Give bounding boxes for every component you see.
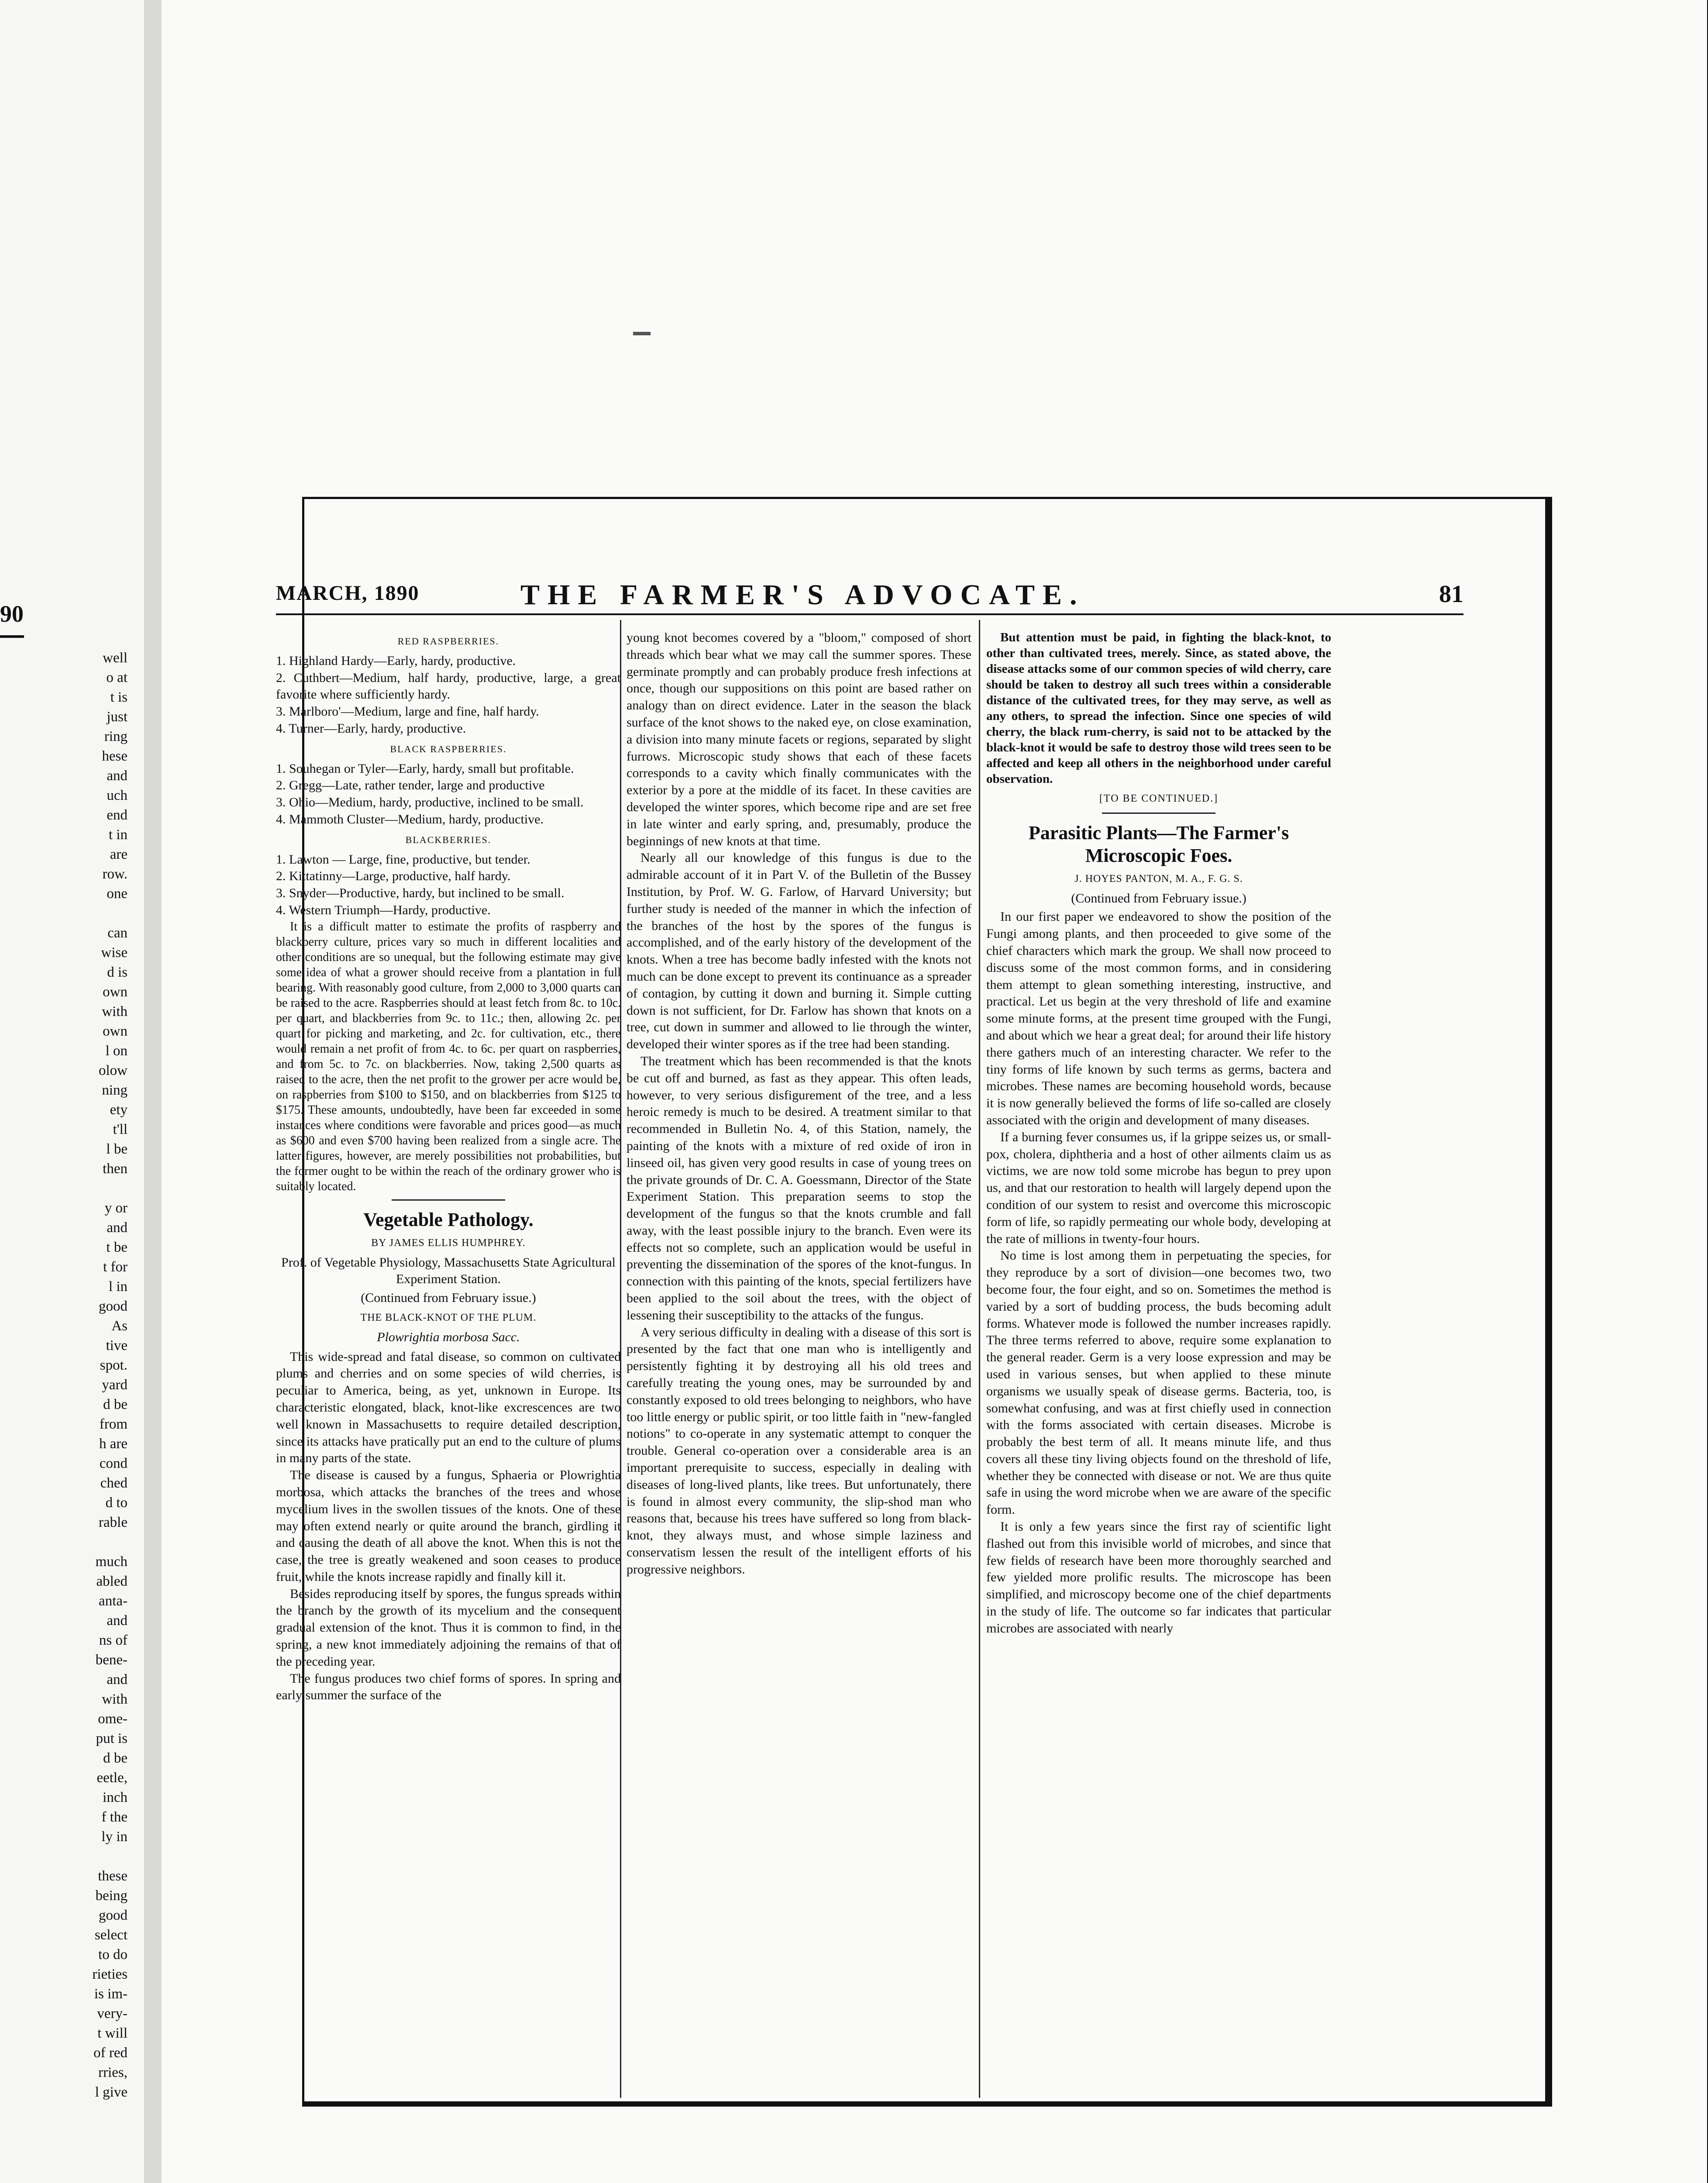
left-page-fragment-line: rable: [99, 1515, 127, 1530]
variety-item: 3. Snyder—Productive, hardy, but inclined to be small.: [276, 886, 565, 901]
left-page-fragment-line: l on: [105, 1043, 127, 1059]
left-page-fragment-line: anta-: [99, 1593, 127, 1609]
article-byline: BY JAMES ELLIS HUMPHREY.: [371, 1237, 526, 1249]
left-page-fragment-line: ly in: [101, 1829, 127, 1845]
left-page-fragment-line: t in: [108, 827, 127, 843]
left-page-fragment-line: with: [102, 1691, 127, 1707]
body-paragraph: Besides reproducing itself by spores, the fungus spreads within the branch by the growth of its mycelium and the consequent gradual extension of the knot. Thus it is common to find, in the spring, a new knot immediately adjoining the remains of that of the preceding year.: [276, 1586, 621, 1669]
variety-item: 4. Western Triumph—Hardy, productive.: [276, 902, 491, 917]
article-divider: [392, 1199, 505, 1201]
left-page-fragment-line: with: [102, 1004, 127, 1019]
left-page-fragment-line: rries,: [98, 2065, 127, 2080]
left-page-fragment-line: spot.: [100, 1357, 127, 1373]
left-page-fragment-line: select: [94, 1927, 127, 1943]
continued-note: (Continued from February issue.): [361, 1291, 536, 1305]
left-page-fragment-line: ring: [104, 729, 127, 744]
left-page-fragment-line: t is: [110, 689, 127, 705]
variety-item: 2. Cuthbert—Medium, half hardy, productive, large, a great favorite where sufficiently hardy.: [276, 670, 621, 702]
left-page-fragment-line: are: [110, 847, 127, 862]
left-page-fragment-line: much: [95, 1554, 127, 1570]
left-page-fragment-line: eetle,: [96, 1770, 127, 1786]
left-page-rule: [0, 635, 24, 638]
column-2: [627, 630, 971, 1578]
left-page-fragment-line: h are: [99, 1436, 127, 1452]
left-page-fragment-line: [0, 1179, 131, 1198]
left-page-fragment-line: and: [107, 1672, 127, 1687]
left-page-fragment-line: wise: [101, 945, 127, 961]
left-page-fragment-line: well: [103, 650, 127, 666]
article-divider: [1102, 813, 1216, 814]
masthead-title: THE FARMER'S ADVOCATE.: [520, 579, 1085, 611]
left-page-fragment-line: ety: [110, 1102, 127, 1118]
left-page-fragment-line: y or: [104, 1200, 127, 1216]
left-page-fragment-line: l give: [95, 2084, 127, 2100]
left-page-fragment-line: As: [111, 1318, 127, 1334]
variety-item: 4. Mammoth Cluster—Medium, hardy, productive.: [276, 812, 544, 826]
continued-note: (Continued from February issue.): [1071, 891, 1247, 906]
left-page-fragment-line: tive: [106, 1338, 127, 1353]
article-heading: Parasitic Plants—The Farmer's Microscopic Foes.: [1028, 822, 1289, 866]
left-page-fragment-line: then: [103, 1161, 127, 1177]
body-paragraph: The fungus produces two chief forms of spores. In spring and early summer the surface of the: [276, 1671, 621, 1703]
body-paragraph: No time is lost among them in perpetuating the species, for they reproduce by a sort of division—one becomes two, two become four, the four eight, and so on. Sometimes the method is varied by a sort of budding process, the buds becoming adult forms. Whatever mode is followed the number increases rapidly. The three terms referred to above, require some explanation to the general reader. Germ is a very loose expression and may be used in various senses, but when applied to these minute organisms we usually speak of disease germs. Bacteria, too, is somewhat confusing, and was at first chiefly used in connection with the forms associated with certain diseases. Microbe is probably the best term of all. It means minute life, and thus covers all these tiny living objects found on the threshold of life, whether they be connected with disease or not. We are thus quite safe in using the word microbe when we are aware of the specific form.: [986, 1248, 1331, 1517]
column-rule: [979, 620, 980, 2098]
variety-item: 1. Lawton — Large, fine, productive, but tender.: [276, 852, 530, 867]
body-paragraph: The treatment which has been recommended is that the knots be cut off and burned, as fast as they appear. This often leads, however, to very serious disfigurement of the tree, and a less heroic remedy is much to be desired. A treatment similar to that recommended in Bulletin No. 4, of this Station, namely, the painting of the knots with a mixture of red oxide of iron in linseed oil, has given very good results in case of young trees on the private grounds of Dr. C. A. Goessmann, Director of the State Experiment Station. This preparation seems to stop the development of the fungus so that the knots crumble and fall away, with the least possible injury to the branch. Even were its effects not so complete, such an application would be useful in preventing the dissemination of the spores of the knot-fungus. In connection with this painting of the knots, special fertilizers have been applied to the soil about the trees, with the object of lessening their susceptibility to the attacks of the fungus.: [627, 1054, 971, 1322]
left-page-fragment-line: abled: [96, 1574, 127, 1589]
left-page-fragment-line: these: [98, 1868, 127, 1884]
left-page-text-fragments: [0, 648, 131, 2102]
body-paragraph: A very serious difficulty in dealing with a disease of this sort is presented by the fact that one man who is intelligently and persistently fighting it by destroying all his old trees and carefully treating the young ones, may be surrounded by and constantly exposed to old trees belonging to neighbors, who have too little energy or public spirit, or too little faith in "new-fangled notions" to co-operate in any systematic attempt to conquer the trouble. General co-operation over a considerable area is an important prerequisite to success, especially in dealing with diseases of long-lived plants, like trees. But unfortunately, there is found in almost every community, the slip-shod man who reasons that, because his trees have suffered so long from black-knot, they always must, and whose simple laziness and conservatism lessen the result of the intelligent efforts of his progressive neighbors.: [627, 1325, 971, 1577]
variety-item: 2. Gregg—Late, rather tender, large and productive: [276, 778, 545, 793]
page-gutter: [144, 0, 162, 2183]
variety-item: 4. Turner—Early, hardy, productive.: [276, 721, 466, 736]
left-page-fragment-line: being: [95, 1888, 127, 1904]
left-page-fragment-line: t will: [97, 2025, 127, 2041]
column-1: [276, 630, 621, 1704]
left-page-fragment-line: good: [99, 1908, 127, 1923]
body-paragraph: It is a difficult matter to estimate the profits of raspberry and blackberry culture, prices vary so much in different localities and other conditions are so unequal, but the following estimate may give some idea of what a grower should receive from a plantation in full bearing. With reasonably good culture, from 2,000 to 3,000 quarts can be raised to the acre. Raspberries should at least fetch from 8c. to 10c. per quart, and blackberries from 9c. to 11c.; then, allowing 2c. per quart for picking and marketing, and 2c. for cultivation, etc., there would remain a net profit of from 4c. to 6c. per quart on raspberries, and from 5c. to 7c. on blackberries. Now, taking 2,500 quarts as raised to the acre, then the net profit to the grower per acre would be, on raspberries from $100 to $150, and on blackberries from $125 to $175. These amounts, undoubtedly, have been far exceeded in some instances where conditions were favorable and prices good—as much as $600 and even $700 having been realized from a single acre. The latter figures, however, are merely possibilities not probabilities, but the former ought to be within the reach of the ordinary grower who is suitably located.: [276, 919, 621, 1193]
left-page-fragment-line: and: [107, 768, 127, 784]
left-page-fragment-line: l be: [106, 1141, 127, 1157]
left-page-fragment-line: l in: [108, 1279, 127, 1295]
scan-mark: [633, 332, 651, 335]
left-page-fragment-line: to do: [98, 1947, 127, 1963]
left-page-fragment-line: one: [107, 886, 127, 902]
species-name: Plowrightia morbosa Sacc.: [377, 1329, 520, 1344]
body-paragraph: But attention must be paid, in fighting the black-knot, to other than cultivated trees, merely. Since, as stated above, the disease attacks some of our common species of wild cherry, care should be taken to destroy all such trees within a considerable distance of the cultivated trees, for they may serve, as well as any others, to spread the infection. Since one species of wild cherry, the black rum-cherry, is said not to be attacked by the black-knot it would be safe to destroy those wild trees seen to be affected and keep all others in the neighborhood under careful observation.: [986, 630, 1331, 786]
left-page-fragment-line: [0, 1532, 131, 1552]
left-page-fragment-line: hese: [102, 748, 127, 764]
left-page-fragment-line: own: [103, 984, 127, 1000]
left-page-fragment-line: row.: [102, 866, 127, 882]
variety-item: 2. Kittatinny—Large, productive, half hardy.: [276, 869, 511, 884]
variety-item: 3. Marlboro'—Medium, large and fine, half hardy.: [276, 704, 539, 719]
variety-item: 1. Souhegan or Tyler—Early, hardy, small but profitable.: [276, 761, 574, 776]
page-number: 81: [1439, 581, 1464, 608]
body-paragraph: It is only a few years since the first ray of scientific light flashed out from this invisible world of microbes, and since that few fields of research have been more thoroughly searched and few yielded more prolific results. The microscope has been simplified, and microscopy become one of the chief departments in the study of life. The outcome so far indicates that particular microbes are associated with nearly: [986, 1519, 1331, 1636]
left-page-fragment-line: good: [99, 1298, 127, 1314]
body-paragraph: This wide-spread and fatal disease, so common on cultivated plums and cherries and on some species of wild cherries, is peculiar to America, being, as yet, unknown in Europe. Its characteristic elongated, black, knot-like excrescences are two well known in Massachusetts to require detailed description, since its attacks have pratically put an end to the culture of plums in many parts of the state.: [276, 1349, 621, 1466]
column-3: [986, 630, 1331, 1637]
left-page-fragment-line: bene-: [95, 1652, 127, 1668]
left-page-fragment-line: f the: [101, 1809, 127, 1825]
left-page-fragment-line: t'll: [113, 1122, 127, 1137]
left-page-fragment-line: ome-: [98, 1711, 127, 1727]
left-page-fragment-line: olow: [99, 1063, 127, 1078]
article-subheading: THE BLACK-KNOT OF THE PLUM.: [360, 1312, 537, 1323]
variety-item: 3. Ohio—Medium, hardy, productive, inclined to be small.: [276, 795, 584, 810]
body-paragraph: In our first paper we endeavored to show the position of the Fungi among plants, and then proceeded to give some of the chief characters which mark the group. We shall now proceed to discuss some of the most common forms, and in considering them attempt to glean something interesting, instructive, and practical. Let us begin at the very threshold of life and examine some minute forms, at the present time grouped with the Fungi, and about which we hear a great deal; for around their life history there gathers much of an interesting character. We refer to the tiny forms of life known by such terms as germs, bactera and microbes. These names are becoming household words, because it is now generally believed the forms of life so-called are closely associated with the origin and development of many diseases.: [986, 909, 1331, 1127]
left-page-fragment-line: uch: [107, 788, 127, 803]
left-page-fragment-line: ning: [102, 1082, 127, 1098]
left-page-fragment-line: inch: [103, 1790, 127, 1805]
article-byline: J. HOYES PANTON, M. A., F. G. S.: [1074, 873, 1243, 885]
issue-date: MARCH, 1890: [276, 582, 420, 605]
left-page-fragment-line: d to: [105, 1495, 127, 1511]
left-page-fragment-line: t for: [103, 1259, 127, 1275]
left-page-fragment-line: rieties: [92, 1966, 127, 1982]
left-page-fragment-line: [0, 1847, 131, 1866]
body-paragraph: If a burning fever consumes us, if la grippe seizes us, or small-pox, cholera, diphtheria and a host of other ailments claim us as victims, we are now told some microbe has begun to prey upon us, and that our restoration to health will largely depend upon the condition of our system to resist and overcome this microscopic form of life, so rapidly permeating our whole body, developing at the rate of millions in twenty-four hours.: [986, 1129, 1331, 1246]
body-paragraph: Nearly all our knowledge of this fungus is due to the admirable account of it in Part V. of the Bulletin of the Bussey Institution, by Prof. W. G. Farlow, of Harvard University; but further study is needed of the manner in which the infection of the branches of the host by the spores of the fungus is accomplished, and of the early history of the development of the knots. When a tree has become badly infested with the knots not much can be done except to prevent its continuance as a spreader of contagion, by cutting it down and burning it. Simple cutting down is not sufficient, for Dr. Farlow has shown that knots on a tree, cut down in summer and allowed to lie through the winter, developed their winter spores as if the tree had been standing.: [627, 850, 971, 1052]
header-rule: [276, 613, 1464, 615]
left-page-number: 90: [0, 601, 24, 627]
left-page-fragment-line: from: [99, 1416, 127, 1432]
left-page-fragment-line: t be: [106, 1240, 127, 1255]
left-page-fragment-line: cond: [99, 1456, 127, 1471]
left-page-fragment-line: and: [107, 1220, 127, 1236]
left-page-fragment-line: end: [107, 807, 127, 823]
newspaper-page: [162, 0, 1707, 2183]
left-page-fragment-line: is im-: [94, 1986, 127, 2002]
left-page-fragment-line: very-: [97, 2006, 127, 2021]
left-page-fragment-line: d be: [103, 1397, 127, 1412]
to-be-continued-note: [TO BE CONTINUED.]: [1099, 793, 1219, 804]
left-page-fragment-line: own: [103, 1023, 127, 1039]
left-page-fragment-line: can: [107, 925, 127, 941]
left-page-fragment-line: o at: [106, 670, 127, 685]
left-page-fragment-line: and: [107, 1613, 127, 1629]
body-paragraph: young knot becomes covered by a "bloom," composed of short threads which bear what we may call the summer spores. These germinate promptly and can probably produce fresh infections at once, though our suppositions on this point are based rather on analogy than on direct evidence. Later in the season the black surface of the knot shows to the naked eye, on close examination, a division into many minute facets or regions, separated by slight furrows. Microscopic study shows that each of these facets corresponds to a cavity which finally communicates with the exterior by a pore at the middle of its facet. In these cavities are developed the winter spores, which become ripe and are set free in late winter and early spring, and, presumably, produce the beginnings of new knots at that time.: [627, 630, 971, 848]
left-page-fragment-line: ched: [100, 1475, 127, 1491]
section-heading-red-raspberries: RED RASPBERRIES.: [397, 636, 499, 647]
body-paragraph: The disease is caused by a fungus, Sphaeria or Plowrightia morbosa, which attacks the branches of the trees and whose mycelium lives in the swollen tissues of the knots. One of these may often extend nearly or quite around the branch, girdling it and causing the death of all above the knot. When this is not the case, the tree is greatly weakened and soon ceases to produce fruit, while the knots increase rapidly and finally kill it.: [276, 1468, 621, 1584]
left-page-fragment-line: [0, 904, 131, 923]
previous-page-fragment: [0, 0, 144, 2183]
section-heading-black-raspberries: BLACK RASPBERRIES.: [390, 743, 507, 754]
page-header: [276, 578, 1464, 609]
section-heading-blackberries: BLACKBERRIES.: [405, 834, 492, 845]
author-affiliation: Prof. of Vegetable Physiology, Massachusetts State Agricultural Experiment Station.: [281, 1255, 616, 1287]
left-page-fragment-line: d is: [107, 964, 127, 980]
left-page-fragment-line: just: [107, 709, 127, 725]
left-page-fragment-line: yard: [102, 1377, 127, 1393]
variety-item: 1. Highland Hardy—Early, hardy, productive.: [276, 653, 516, 668]
left-page-fragment-line: of red: [93, 2045, 127, 2061]
left-page-fragment-line: d be: [103, 1750, 127, 1766]
left-page-fragment-line: put is: [96, 1731, 127, 1746]
left-page-fragment-line: ns of: [99, 1632, 127, 1648]
article-heading: Vegetable Pathology.: [363, 1209, 534, 1230]
